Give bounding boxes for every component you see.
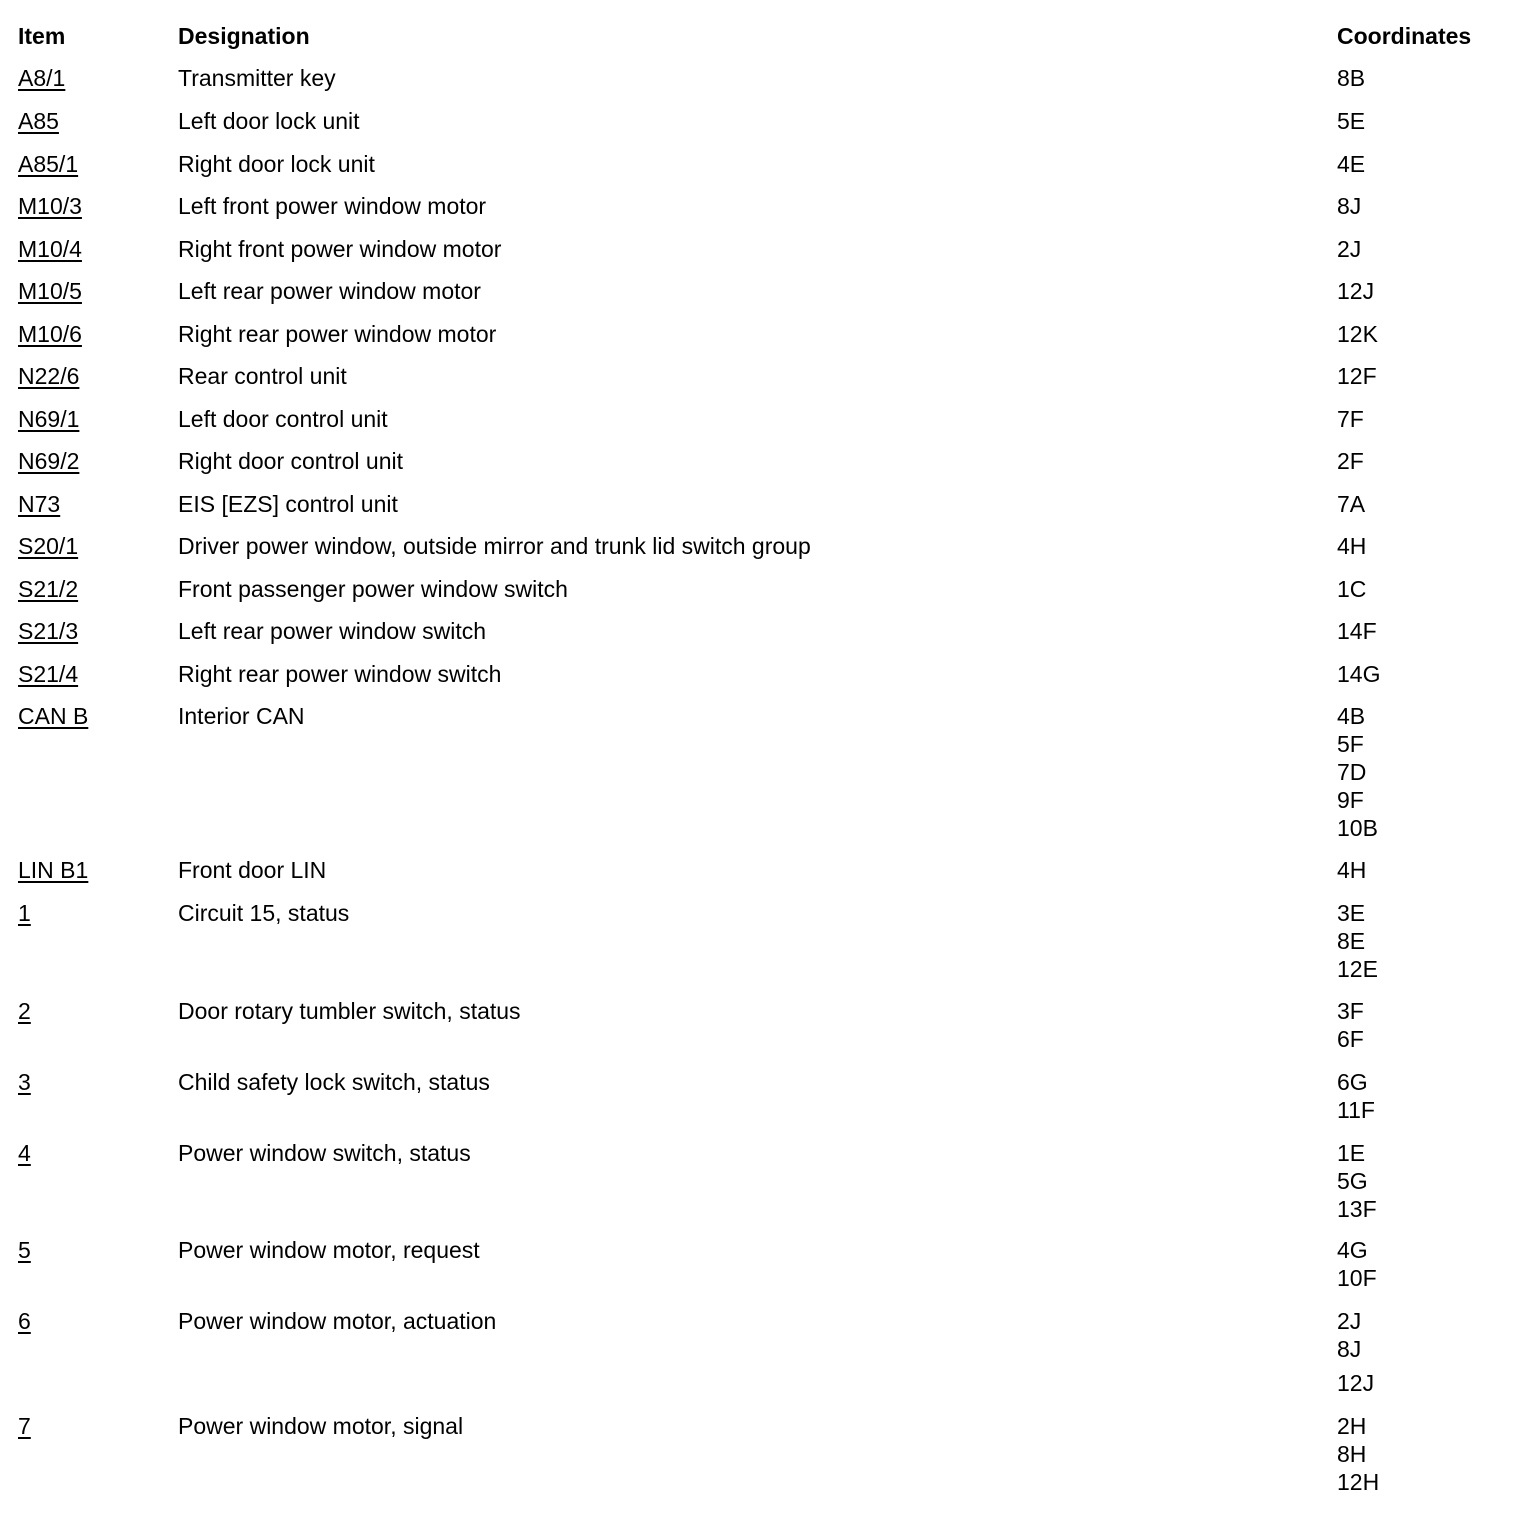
item-cell [18, 490, 60, 518]
item-cell [18, 1236, 31, 1264]
item-cell [18, 235, 82, 263]
item-link[interactable]: 4 [18, 1140, 31, 1166]
coordinates-cell [1337, 575, 1366, 603]
designation-cell: Circuit 15, status [178, 900, 350, 926]
coordinates-cell [1337, 1236, 1377, 1292]
designation-cell: Power window motor, signal [178, 1413, 464, 1439]
designation-cell: Left rear power window switch [178, 618, 487, 644]
item-cell [18, 899, 31, 927]
coordinate-value: 7D [1337, 759, 1367, 785]
coordinate-value: 14F [1337, 618, 1377, 644]
designation-cell: EIS [EZS] control unit [178, 491, 398, 517]
designation-cell: Left door control unit [178, 406, 388, 432]
coordinate-value: 8J [1337, 193, 1362, 219]
designation-cell: Door rotary tumbler switch, status [178, 998, 521, 1024]
item-cell [18, 277, 82, 305]
item-cell [18, 702, 88, 730]
coordinates-cell [1337, 490, 1365, 518]
coordinates-cell [1337, 277, 1374, 305]
item-link[interactable]: N22/6 [18, 363, 80, 389]
item-link[interactable]: S21/4 [18, 661, 79, 687]
coordinates-cell [1337, 107, 1365, 135]
designation-cell: Driver power window, outside mirror and trunk lid switch group [178, 533, 811, 559]
item-link[interactable]: M10/3 [18, 193, 82, 219]
coordinate-value: 5E [1337, 108, 1366, 134]
designation-cell: Interior CAN [178, 703, 305, 729]
coordinate-value: 8J [1337, 1336, 1362, 1362]
item-cell [18, 150, 78, 178]
item-cell [18, 617, 78, 645]
coordinate-value: 7A [1337, 491, 1366, 517]
item-link[interactable]: A85/1 [18, 151, 79, 177]
coordinates-cell [1337, 1412, 1379, 1496]
item-link[interactable]: N69/1 [18, 406, 80, 432]
item-cell [18, 660, 78, 688]
designation-cell: Front door LIN [178, 857, 327, 883]
coordinate-value: 2F [1337, 448, 1364, 474]
coordinate-value: 1C [1337, 576, 1367, 602]
coordinate-value: 10F [1337, 1265, 1377, 1291]
coordinates-cell [1337, 856, 1366, 884]
header-designation: Designation [178, 23, 310, 49]
coordinate-value: 3F [1337, 998, 1364, 1024]
coordinate-value: 9F [1337, 787, 1364, 813]
coordinate-value: 11F [1337, 1097, 1375, 1123]
item-cell [18, 1307, 31, 1335]
item-link[interactable]: M10/6 [18, 321, 82, 347]
item-link[interactable]: 2 [18, 998, 31, 1024]
item-cell [18, 856, 88, 884]
coordinates-cell [1337, 660, 1380, 688]
item-link[interactable]: N73 [18, 491, 61, 517]
coordinates-cell [1337, 192, 1361, 220]
coordinate-value: 12H [1337, 1469, 1380, 1495]
coordinate-value: 2H [1337, 1413, 1367, 1439]
item-cell [18, 1068, 31, 1096]
coordinate-value: 6G [1337, 1069, 1368, 1095]
coordinate-value: 5G [1337, 1168, 1368, 1194]
coordinate-value: 8E [1337, 928, 1366, 954]
coordinate-value: 12E [1337, 956, 1378, 982]
item-cell [18, 362, 79, 390]
item-cell [18, 1412, 31, 1440]
item-cell [18, 192, 82, 220]
item-link[interactable]: 5 [18, 1237, 31, 1263]
designation-cell: Right rear power window motor [178, 321, 497, 347]
coordinates-cell [1337, 447, 1364, 475]
coordinate-value: 4B [1337, 703, 1366, 729]
designation-cell: Power window motor, request [178, 1237, 480, 1263]
item-link[interactable]: S20/1 [18, 533, 79, 559]
coordinate-value: 1E [1337, 1140, 1366, 1166]
coordinates-cell [1337, 1139, 1377, 1223]
designation-cell: Right front power window motor [178, 236, 502, 262]
coordinates-cell [1337, 532, 1366, 560]
item-cell [18, 405, 79, 433]
coordinates-cell [1337, 320, 1378, 348]
item-link[interactable]: CAN B [18, 703, 89, 729]
designation-cell: Transmitter key [178, 65, 336, 91]
coordinates-cell [1337, 617, 1377, 645]
designation-cell: Right door control unit [178, 448, 404, 474]
coordinate-value: 7F [1337, 406, 1364, 432]
coordinate-value: 10B [1337, 815, 1378, 841]
coordinate-value: 4E [1337, 151, 1366, 177]
coordinates-cell [1337, 362, 1377, 390]
coordinates-cell [1337, 702, 1378, 842]
designation-cell: Right rear power window switch [178, 661, 502, 687]
item-link[interactable]: S21/2 [18, 576, 79, 602]
designation-cell: Right door lock unit [178, 151, 375, 177]
item-link[interactable]: A8/1 [18, 65, 66, 91]
item-cell [18, 997, 31, 1025]
item-cell [18, 447, 79, 475]
item-cell [18, 64, 65, 92]
coordinate-value: 6F [1337, 1026, 1364, 1052]
coordinate-value: 2J [1337, 236, 1362, 262]
item-link[interactable]: S21/3 [18, 618, 79, 644]
coordinate-value: 4H [1337, 533, 1367, 559]
designation-cell: Left front power window motor [178, 193, 487, 219]
coordinate-value: 12J [1337, 1370, 1375, 1396]
coordinate-value: 2J [1337, 1308, 1362, 1334]
coordinate-value: 14G [1337, 661, 1381, 687]
item-link[interactable]: A85 [18, 108, 59, 134]
coordinate-value: 13F [1337, 1196, 1377, 1222]
designation-cell: Child safety lock switch, status [178, 1069, 490, 1095]
item-cell [18, 107, 59, 135]
item-cell [18, 575, 78, 603]
coordinates-cell [1337, 1068, 1375, 1124]
designation-cell: Left door lock unit [178, 108, 360, 134]
coordinate-value: 3E [1337, 900, 1366, 926]
coordinate-value: 12K [1337, 321, 1378, 347]
designation-cell: Power window motor, actuation [178, 1308, 497, 1334]
item-link[interactable]: LIN B1 [18, 857, 89, 883]
item-cell [18, 1139, 31, 1167]
item-link[interactable]: 6 [18, 1308, 31, 1334]
coordinates-cell [1337, 405, 1364, 433]
coordinates-cell [1337, 64, 1365, 92]
coordinates-cell [1337, 150, 1365, 178]
coordinates-cell [1337, 235, 1361, 263]
coordinate-value: 4G [1337, 1237, 1368, 1263]
header-coordinates: Coordinates [1337, 23, 1472, 49]
designation-cell: Rear control unit [178, 363, 347, 389]
designation-cell: Power window switch, status [178, 1140, 471, 1166]
item-link[interactable]: M10/4 [18, 236, 82, 262]
item-link[interactable]: N69/2 [18, 448, 80, 474]
coordinate-value: 12J [1337, 278, 1375, 304]
designation-cell: Front passenger power window switch [178, 576, 568, 602]
header-item: Item [18, 23, 66, 49]
coordinate-value: 12F [1337, 363, 1377, 389]
item-link[interactable]: 1 [18, 900, 31, 926]
coordinates-cell [1337, 899, 1378, 983]
coordinate-value: 8B [1337, 65, 1366, 91]
item-link[interactable]: 7 [18, 1413, 31, 1439]
item-cell [18, 532, 78, 560]
item-link[interactable]: M10/5 [18, 278, 82, 304]
coordinate-value: 8H [1337, 1441, 1367, 1467]
coordinate-value: 4H [1337, 857, 1367, 883]
item-cell [18, 320, 82, 348]
designation-cell: Left rear power window motor [178, 278, 481, 304]
item-link[interactable]: 3 [18, 1069, 31, 1095]
coordinates-cell [1337, 997, 1364, 1053]
coordinate-value: 5F [1337, 731, 1364, 757]
